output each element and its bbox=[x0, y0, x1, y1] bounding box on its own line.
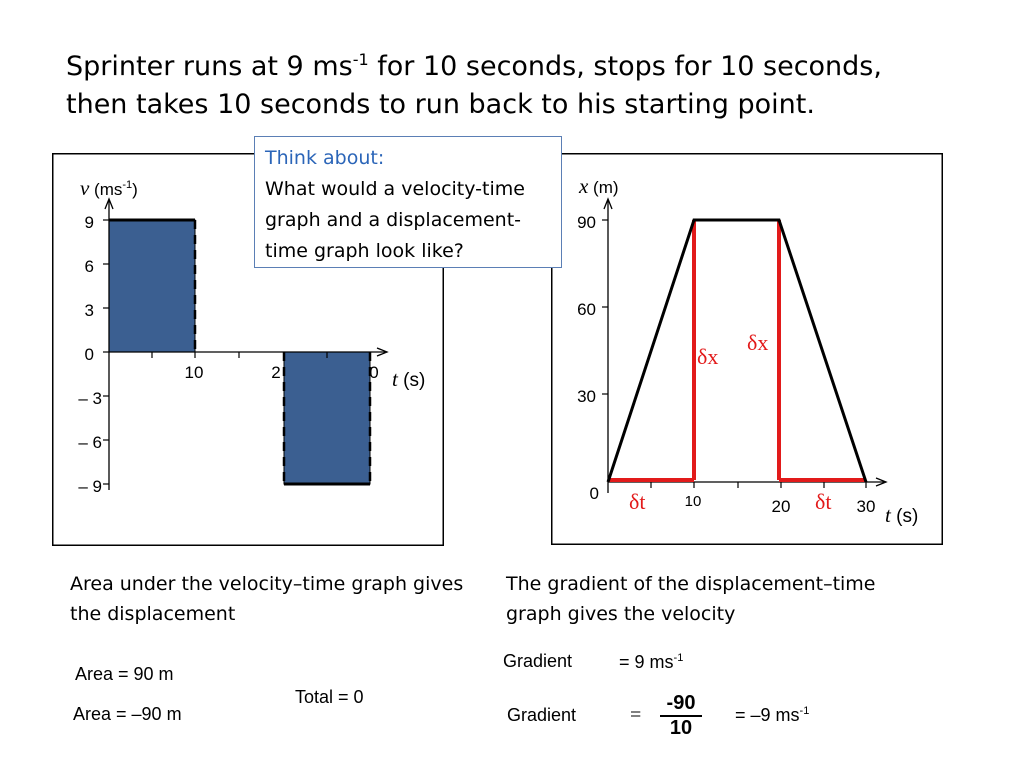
gradient1-label: Gradient bbox=[503, 651, 573, 671]
vt-x-tick-label: 0 bbox=[369, 363, 379, 382]
slide-title bbox=[66, 48, 966, 124]
title-line1-sup: -1 bbox=[352, 50, 369, 69]
gradient1-value: = 9 $ms^{-1}$ bbox=[619, 652, 684, 672]
title-line2: then takes 10 seconds to run back to his starting point. bbox=[66, 89, 815, 120]
gradient-fraction bbox=[660, 692, 702, 739]
fraction-denominator: 10 bbox=[669, 717, 693, 739]
area-negative-text: Area = –90 m bbox=[73, 704, 182, 724]
gradient2-equals: = bbox=[630, 704, 642, 726]
vt-y-tick-label: 3 bbox=[84, 301, 94, 320]
fraction-numerator: -90 bbox=[660, 692, 702, 717]
title-line1-a: Sprinter runs at 9 ms bbox=[66, 51, 353, 82]
think-about-body: What would a velocity-time graph and a displacement-time graph look like? bbox=[265, 178, 525, 262]
total-text: Total = 0 bbox=[295, 687, 364, 707]
xt-caption: The gradient of the displacement–time graph gives the velocity bbox=[506, 573, 876, 625]
xt-dx-label-1: δx bbox=[697, 344, 719, 369]
vt-x-axis-label: t (s) bbox=[392, 367, 426, 391]
xt-y-tick-label: 60 bbox=[577, 300, 596, 319]
vt-negative-area bbox=[284, 352, 370, 484]
vt-y-tick-label: 0 bbox=[84, 345, 94, 364]
xt-x-axis-label: t (s) bbox=[885, 503, 919, 527]
area-positive-text: Area = 90 m bbox=[75, 664, 174, 684]
xt-dt-label-1: δt bbox=[629, 489, 646, 514]
vt-caption: Area under the velocity–time graph gives the displacement bbox=[70, 573, 464, 625]
vt-positive-area bbox=[109, 220, 195, 352]
vt-x-tick-label: 10 bbox=[184, 363, 204, 382]
xt-dx-label-2: δx bbox=[747, 330, 769, 355]
think-about-callout bbox=[254, 136, 562, 268]
xt-y-tick-label: 90 bbox=[577, 213, 596, 232]
xt-x-tick-label: 30 bbox=[856, 497, 876, 516]
xt-y-tick-label: 30 bbox=[577, 387, 596, 406]
vt-y-tick-label: 6 bbox=[84, 257, 94, 276]
xt-x-tick-label: 10 bbox=[684, 493, 702, 510]
vt-y-tick-label: 9 bbox=[84, 213, 94, 232]
xt-y-axis-label: x (m) bbox=[579, 174, 619, 198]
think-about-heading: Think about: bbox=[265, 147, 385, 169]
gradient2-label: Gradient bbox=[507, 705, 577, 725]
title-line1-b: for 10 seconds, stops for 10 seconds, bbox=[368, 51, 882, 82]
vt-y-axis-label: v $(ms^{-1})$ bbox=[80, 176, 138, 200]
xt-dt-label-2: δt bbox=[815, 489, 832, 514]
gradient2-result: = –9 $ms^{-1}$ bbox=[735, 705, 810, 725]
vt-y-tick-label: – 3 bbox=[78, 389, 102, 408]
displacement-time-graph bbox=[551, 153, 943, 545]
vt-x-tick-label: 2 bbox=[271, 363, 281, 382]
vt-y-tick-label: – 9 bbox=[78, 477, 102, 496]
xt-y-tick-label: 0 bbox=[589, 484, 599, 503]
xt-x-tick-label: 20 bbox=[771, 497, 791, 516]
vt-y-tick-label: – 6 bbox=[78, 433, 102, 452]
